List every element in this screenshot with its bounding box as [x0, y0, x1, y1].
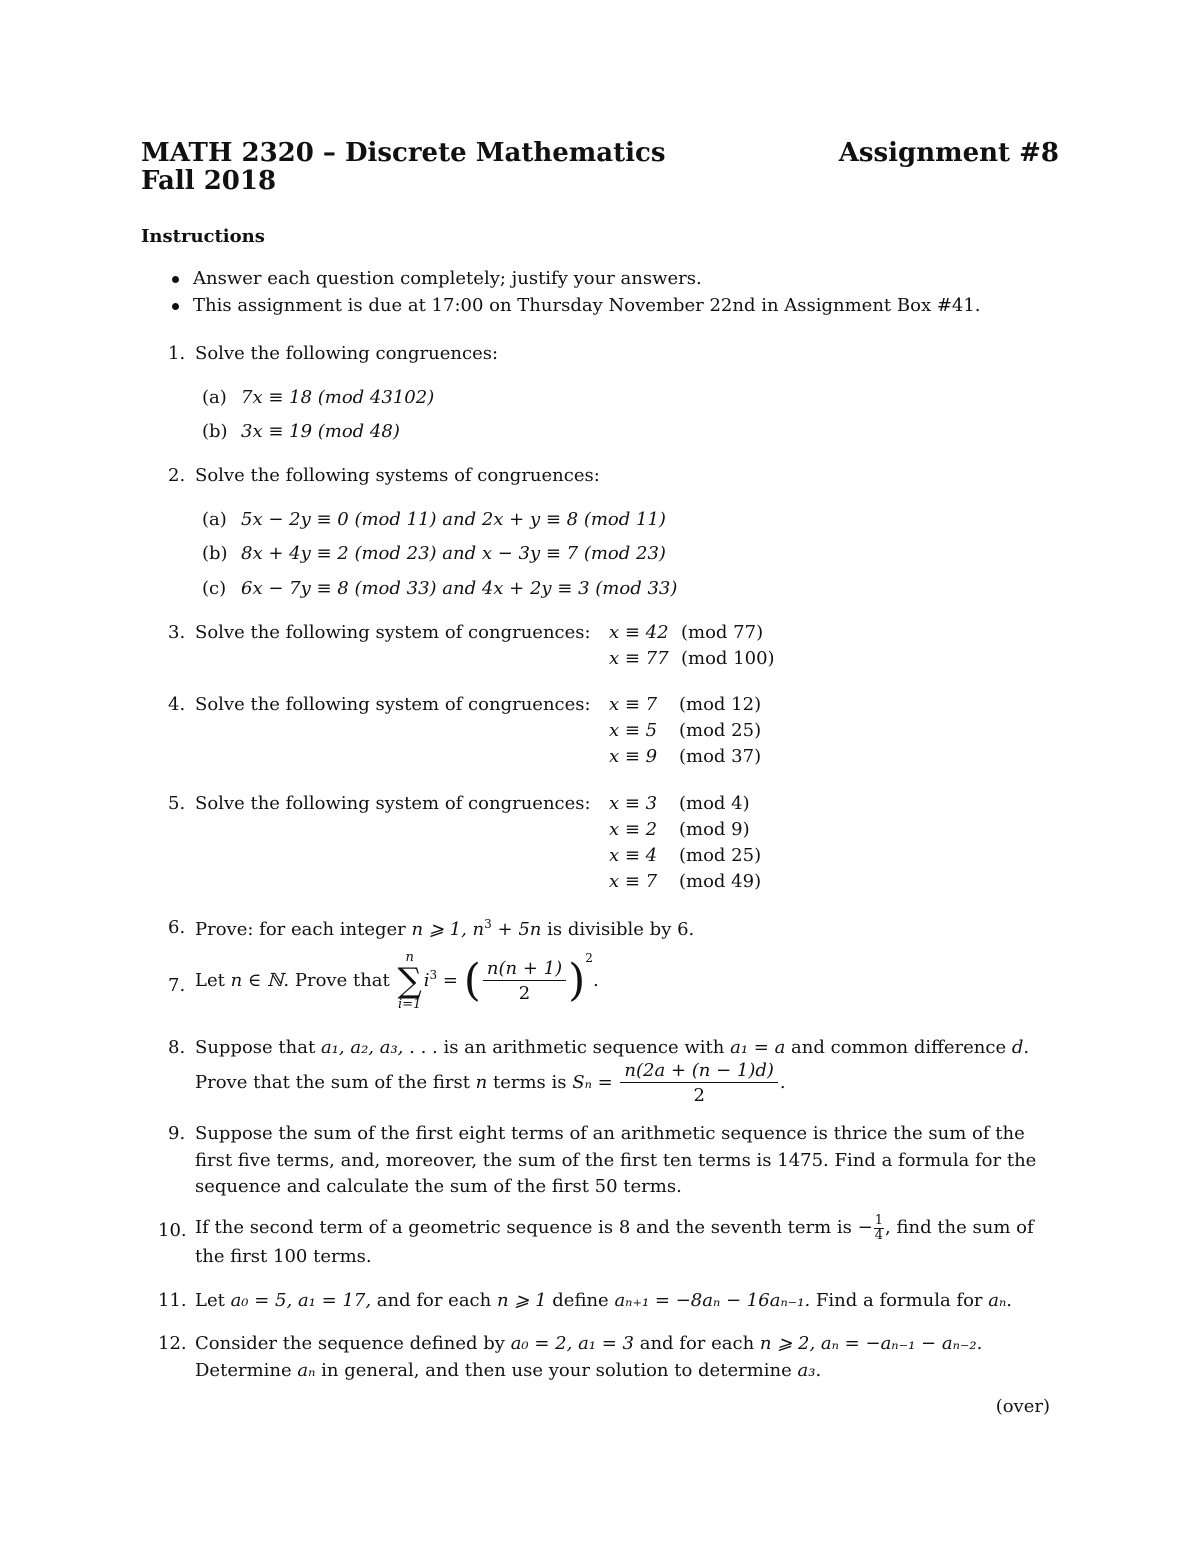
- congruence-mod: (mod 37): [679, 746, 762, 767]
- course-title: MATH 2320 – Discrete Mathematics: [141, 138, 666, 168]
- part-label: (a): [202, 509, 227, 530]
- period: .: [779, 1072, 786, 1093]
- period: .: [592, 970, 599, 991]
- part-label: (b): [202, 543, 228, 564]
- left-paren: (: [463, 955, 481, 1006]
- text-run: Let: [195, 970, 225, 991]
- question-number: 5.: [168, 793, 186, 814]
- minus-sign: −: [857, 1217, 873, 1239]
- question-number: 9.: [168, 1123, 186, 1144]
- fraction: [874, 1214, 884, 1242]
- question-text-line: the first 100 terms.: [195, 1246, 372, 1267]
- question-text-line: [195, 1333, 982, 1354]
- congruence-mod: (mod 12): [679, 694, 762, 715]
- exponent: 3: [484, 917, 492, 931]
- math-run: n: [475, 1072, 488, 1093]
- fraction: [620, 1060, 777, 1106]
- text-run: Determine: [195, 1360, 292, 1381]
- text-run: is an arithmetic sequence with: [443, 1037, 725, 1058]
- math-run: n ⩾ 1: [496, 1290, 547, 1311]
- question-text-line: Suppose the sum of the first eight terms of an arithmetic sequence is thrice the sum of the: [195, 1123, 1025, 1144]
- math-run: n: [472, 919, 485, 940]
- instruction-text: This assignment is due at 17:00 on Thursday November 22nd in Assignment Box #41.: [193, 295, 981, 316]
- question-number: 3.: [168, 622, 186, 643]
- sum-upper-limit: n: [405, 950, 414, 965]
- question-text-line: [195, 1037, 1029, 1058]
- math-run: n ⩾ 1,: [411, 919, 467, 940]
- question-text: [195, 951, 599, 1011]
- text-run: and for each: [639, 1333, 755, 1354]
- fraction: [483, 958, 566, 1004]
- part-text: 3x ≡ 19 (mod 48): [241, 421, 400, 442]
- question-number: 1.: [168, 343, 186, 364]
- fraction-denominator: 2: [518, 983, 531, 1004]
- text-run: in general, and then use your solution to determine: [321, 1360, 792, 1381]
- bullet-icon: [172, 303, 179, 310]
- instructions-heading: Instructions: [141, 226, 265, 247]
- question-text-line: [195, 1360, 821, 1381]
- part-label: (b): [202, 421, 228, 442]
- math-run: aₙ₊₁ = −8aₙ − 16aₙ₋₁.: [614, 1290, 811, 1311]
- congruence-system: [609, 694, 761, 772]
- question-text: [195, 917, 694, 940]
- congruence-lhs: x ≡ 7: [609, 694, 658, 715]
- part-label: (a): [202, 387, 227, 408]
- summation-symbol: [397, 951, 421, 1011]
- right-paren: ): [568, 955, 586, 1006]
- question-text: Solve the following system of congruences:: [195, 694, 591, 715]
- fraction-numerator: n(2a + (n − 1)d): [620, 1060, 777, 1083]
- exponent: 3: [429, 968, 438, 982]
- congruence-mod: (mod 100): [681, 648, 775, 669]
- question-number: 7.: [168, 975, 186, 996]
- text-run: and common difference: [791, 1037, 1007, 1058]
- question-text: Solve the following system of congruences:: [195, 793, 591, 814]
- question-text-line: first five terms, and, moreover, the sum of the first ten terms is 1475. Find a formula for the: [195, 1150, 1037, 1171]
- congruence-mod: (mod 25): [679, 845, 762, 866]
- question-text: Solve the following system of congruences:: [195, 622, 591, 643]
- congruence-lhs: x ≡ 9: [609, 746, 658, 767]
- fraction-numerator: n(n + 1): [483, 958, 566, 981]
- math-run: + 5n: [497, 919, 542, 940]
- term: Fall 2018: [141, 166, 277, 196]
- question-number: 11.: [158, 1290, 187, 1311]
- congruence-lhs: x ≡ 5: [609, 720, 658, 741]
- congruence-system: [609, 622, 775, 674]
- congruence-lhs: x ≡ 2: [609, 819, 658, 840]
- exponent: 2: [585, 951, 593, 965]
- question-number: 6.: [168, 917, 186, 938]
- congruence-mod: (mod 49): [679, 871, 762, 892]
- instruction-bullet: [172, 268, 702, 289]
- bullet-icon: [172, 276, 179, 283]
- equals-sign: =: [442, 970, 458, 991]
- fraction-denominator: 2: [693, 1085, 705, 1106]
- math-run: aₙ.: [988, 1290, 1013, 1311]
- text-run: If the second term of a geometric sequence is 8 and the seventh term is: [195, 1217, 852, 1239]
- sum-lower-limit: i=1: [397, 997, 422, 1012]
- math-run: a₁ = a: [730, 1037, 786, 1058]
- congruence-lhs: x ≡ 4: [609, 845, 658, 866]
- congruence-mod: (mod 25): [679, 720, 762, 741]
- question-number: 8.: [168, 1037, 186, 1058]
- text-run: define: [552, 1290, 609, 1311]
- question-number: 10.: [158, 1220, 187, 1241]
- instruction-bullet: [172, 295, 981, 316]
- text-run: Suppose that: [195, 1037, 316, 1058]
- congruence-system: [609, 793, 761, 897]
- math-run: n ∈ ℕ.: [230, 970, 290, 991]
- text-run: Consider the sequence defined by: [195, 1333, 505, 1354]
- congruence-lhs: x ≡ 3: [609, 793, 658, 814]
- congruence-mod: (mod 77): [681, 622, 764, 643]
- math-run: a₁, a₂, a₃, . . .: [320, 1037, 438, 1058]
- text-run: terms is: [493, 1072, 567, 1093]
- fraction-numerator: 1: [874, 1213, 884, 1228]
- instruction-text: Answer each question completely; justify your answers.: [193, 268, 702, 289]
- assignment-number: Assignment #8: [838, 138, 1059, 168]
- math-run: aₙ: [297, 1360, 316, 1381]
- math-run: a₃.: [797, 1360, 822, 1381]
- question-number: 4.: [168, 694, 186, 715]
- part-text: 7x ≡ 18 (mod 43102): [241, 387, 435, 408]
- text-run: Prove that: [294, 970, 390, 991]
- math-run: d.: [1011, 1037, 1030, 1058]
- question-text: Solve the following congruences:: [195, 343, 499, 364]
- fraction-denominator: 4: [874, 1227, 884, 1243]
- over-note: (over): [995, 1396, 1050, 1417]
- congruence-mod: (mod 4): [679, 793, 750, 814]
- question-text-line: sequence and calculate the sum of the first 50 terms.: [195, 1176, 682, 1197]
- text-run: Prove that the sum of the first: [195, 1072, 470, 1093]
- text-run: Let: [195, 1290, 225, 1311]
- question-number: 12.: [158, 1333, 187, 1354]
- question-text-line: [195, 1060, 786, 1106]
- question-text-line: [195, 1290, 1012, 1311]
- congruence-lhs: x ≡ 77: [609, 648, 669, 669]
- math-run: a₀ = 5, a₁ = 17,: [230, 1290, 372, 1311]
- question-number: 2.: [168, 465, 186, 486]
- math-run: Sₙ =: [572, 1072, 613, 1093]
- math-run: a₀ = 2, a₁ = 3: [510, 1333, 634, 1354]
- question-text-line: [195, 1214, 1034, 1242]
- part-label: (c): [202, 578, 227, 599]
- part-text: 5x − 2y ≡ 0 (mod 11) and 2x + y ≡ 8 (mod 11): [241, 509, 666, 530]
- part-text: 6x − 7y ≡ 8 (mod 33) and 4x + 2y ≡ 3 (mod 33): [241, 578, 678, 599]
- question-text: Solve the following systems of congruences:: [195, 465, 600, 486]
- text-run: Prove: for each integer: [195, 919, 406, 940]
- part-text: 8x + 4y ≡ 2 (mod 23) and x − 3y ≡ 7 (mod 23): [241, 543, 666, 564]
- text-run: is divisible by 6.: [547, 919, 695, 940]
- congruence-lhs: x ≡ 42: [609, 622, 669, 643]
- congruence-mod: (mod 9): [679, 819, 750, 840]
- text-run: Find a formula for: [815, 1290, 983, 1311]
- sigma-glyph: ∑: [397, 961, 422, 1001]
- congruence-lhs: x ≡ 7: [609, 871, 658, 892]
- math-run: n ⩾ 2, aₙ = −aₙ₋₁ − aₙ₋₂.: [759, 1333, 983, 1354]
- text-run: , find the sum of: [885, 1217, 1034, 1239]
- text-run: and for each: [376, 1290, 492, 1311]
- math-run: i: [423, 970, 430, 991]
